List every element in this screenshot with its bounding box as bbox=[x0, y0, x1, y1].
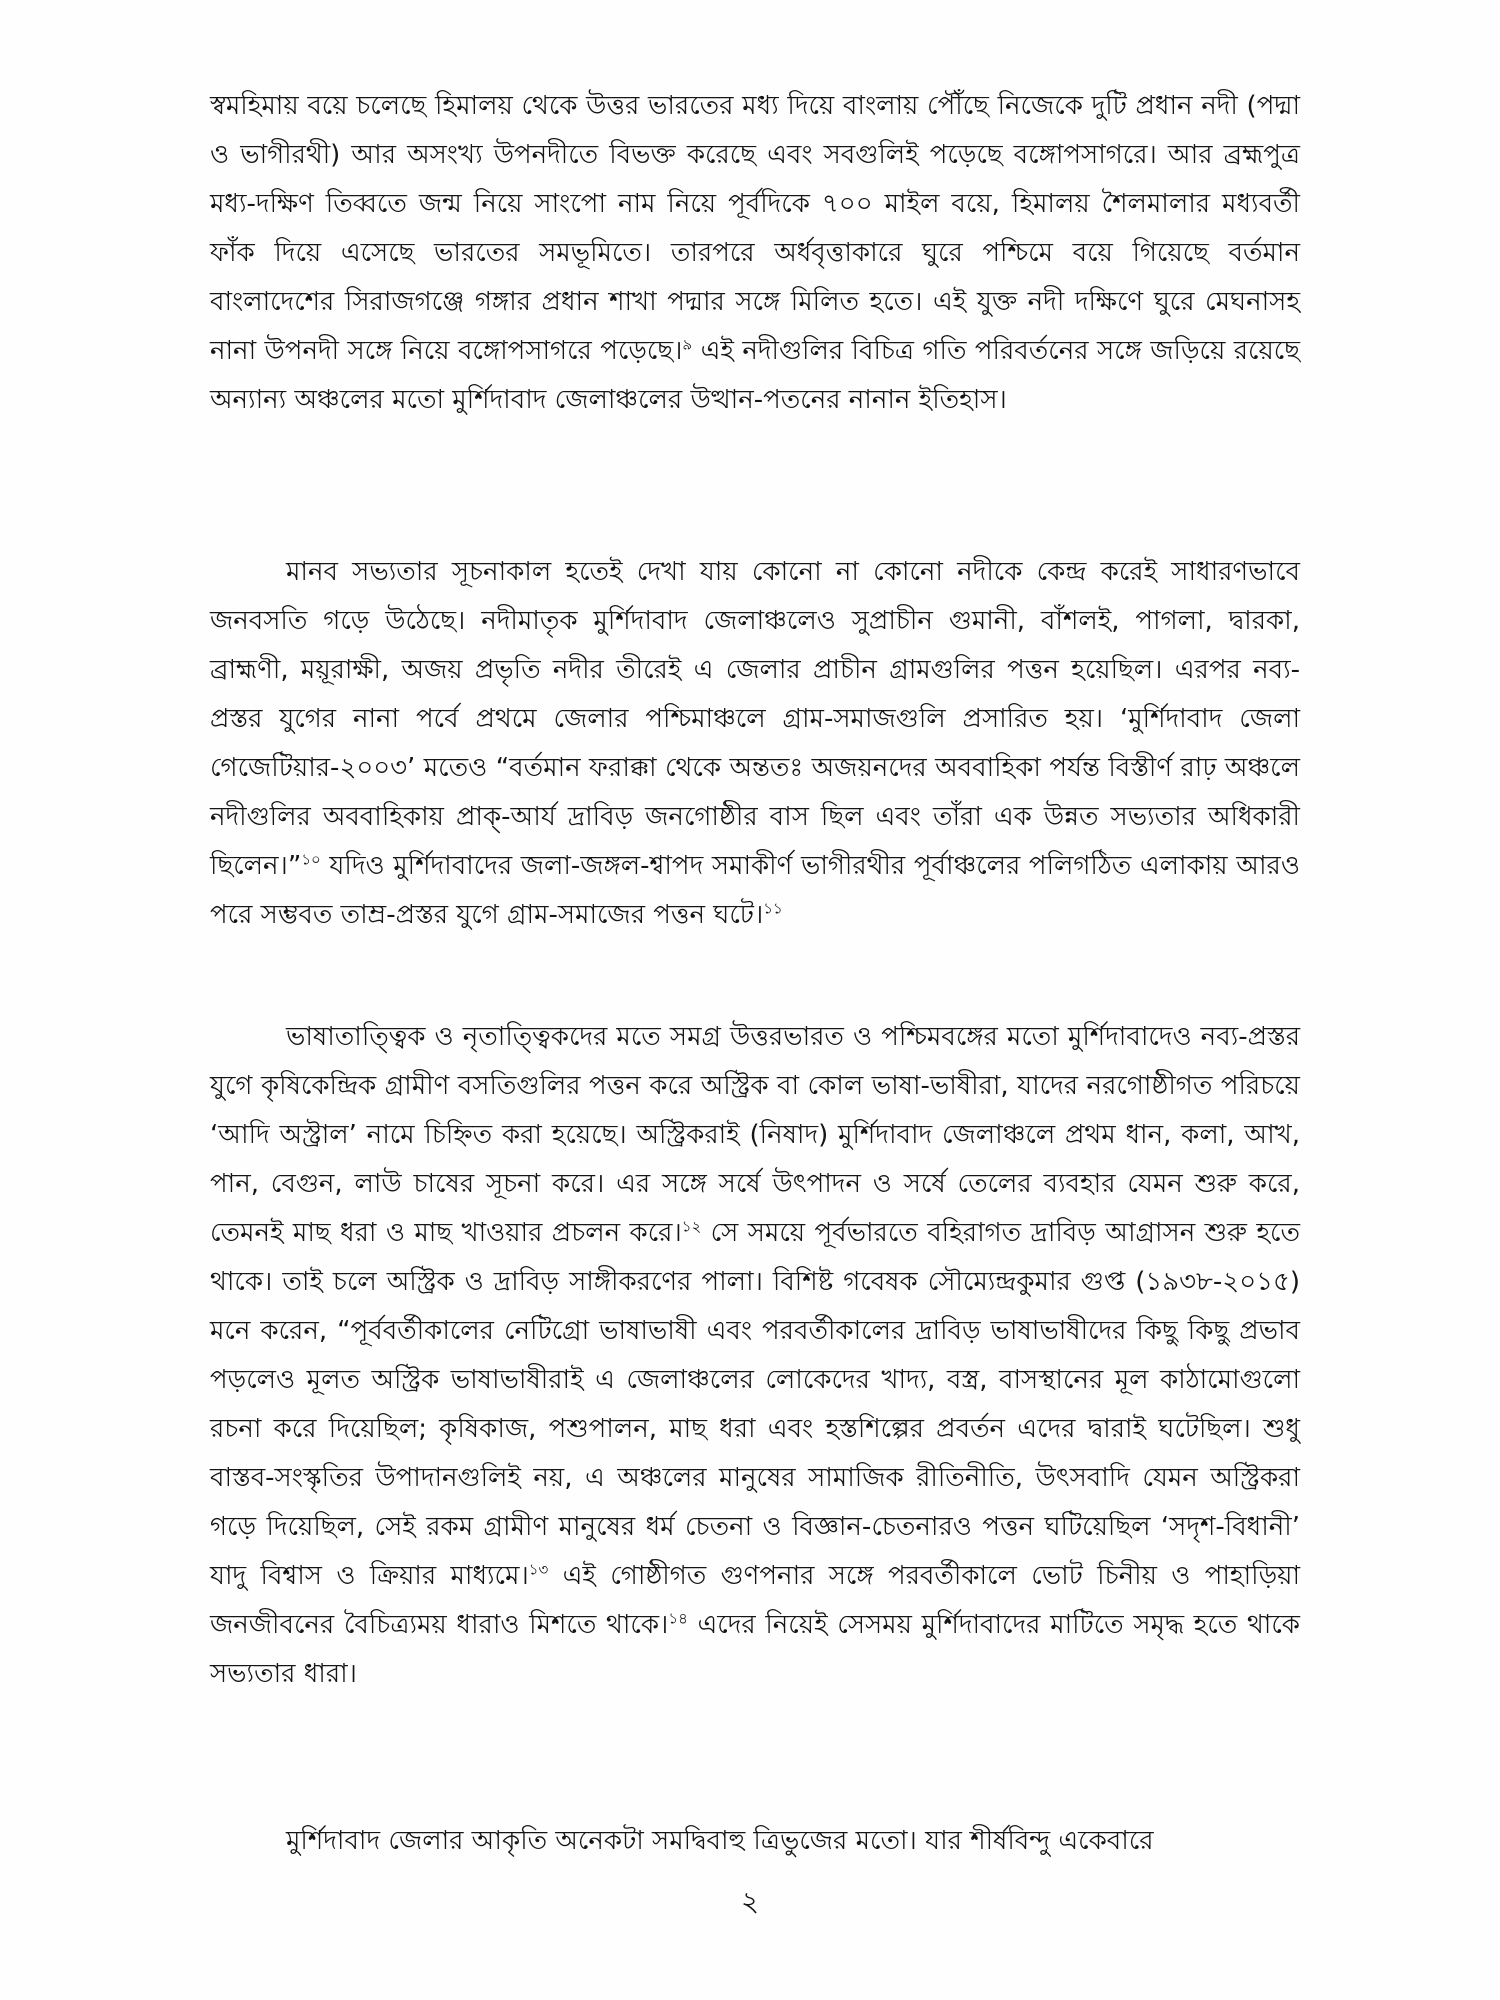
footnote-ref-12: ১২ bbox=[681, 1217, 702, 1236]
paragraph-1-text-after: এই নদীগুলির বিচিত্র গতি পরিবর্তনের সঙ্গে জড়িয়ে রয়েছে অন্যান্য অঞ্চলের মতো মুর্শিদাবাদ জেলাঞ্চলের উত্থান-পতনের নানান ইতিহাস। bbox=[210, 336, 1300, 415]
footnote-ref-9: ৯ bbox=[682, 335, 693, 354]
paragraph-2-text-after: যদিও মুর্শিদাবাদের জলা-জঙ্গল-শ্বাপদ সমাকীর্ণ ভাগীরথীর পূর্বাঞ্চলের পলিগঠিত এলাকায় আরও পরে সম্ভবত তাম্র-প্রস্তর যুগে গ্রাম-সমাজের পত্তন ঘটে। bbox=[210, 851, 1300, 930]
paragraph-2-text: মানব সভ্যতার সূচনাকাল হতেই দেখা যায় কোনো না কোনো নদীকে কেন্দ্র করেই সাধারণভাবে জনবসতি গড়ে উঠেছে। নদীমাতৃক মুর্শিদাবাদ জেলাঞ্চলেও সুপ্রাচীন গুমানী, বাঁশলই, পাগলা, দ্বারকা, ব্রাহ্মণী, ময়ূরাক্ষী, অজয় প্রভৃতি নদীর তীরেই এ জেলার প্রাচীন গ্রামগুলির পত্তন হয়েছিল। এরপর নব্য-প্রস্তর যুগের নানা পর্বে প্রথমে জেলার পশ্চিমাঞ্চলে গ্রাম-সমাজগুলি প্রসারিত হয়। ‘মুর্শিদাবাদ জেলা গেজেটিয়ার-২০০৩’ মতেও “বর্তমান ফরাক্কা থেকে অন্ততঃ অজয়নদের অববাহিকা পর্যন্ত বিস্তীর্ণ রাঢ় অঞ্চলে নদীগুলির অববাহিকায় প্রাক্-আর্য দ্রাবিড় জনগোষ্ঠীর বাস ছিল এবং তাঁরা এক উন্নত সভ্যতার অধিকারী ছিলেন।” bbox=[210, 557, 1300, 881]
footnote-ref-11: ১১ bbox=[763, 899, 783, 918]
paragraph-3-text: ভাষাতাত্ত্বিক ও নৃতাত্ত্বিকদের মতে সমগ্র উত্তরভারত ও পশ্চিমবঙ্গের মতো মুর্শিদাবাদেও নব্য-প্রস্তর যুগে কৃষিকেন্দ্রিক গ্রামীণ বসতিগুলির পত্তন করে অস্ট্রিক বা কোল ভাষা-ভাষীরা, যাদের নরগোষ্ঠীগত পরিচয়ে ‘আদি অস্ট্রাল’ নামে চিহ্নিত করা হয়েছে। অস্ট্রিকরাই (নিষাদ) মুর্শিদাবাদ জেলাঞ্চলে প্রথম ধান, কলা, আখ, পান, বেগুন, লাউ চাষের সূচনা করে। এর সঙ্গে সর্ষে উৎপাদন ও সর্ষে তেলের ব্যবহার যেমন শুরু করে, তেমনই মাছ ধরা ও মাছ খাওয়ার প্রচলন করে। bbox=[210, 1022, 1300, 1248]
paragraph-3-text-after-3: এদের নিয়েই সেসময় মুর্শিদাবাদের মাটিতে সমৃদ্ধ হতে থাকে সভ্যতার ধারা। bbox=[210, 1610, 1300, 1689]
paragraph-3-text-after-2: এই গোষ্ঠীগত গুণপনার সঙ্গে পরবর্তীকালে ভোট চিনীয় ও পাহাড়িয়া জনজীবনের বৈচিত্র্যময় ধারাও মিশতে থাকে। bbox=[210, 1561, 1300, 1640]
paragraph-3 bbox=[210, 1013, 1300, 1699]
paragraph-2 bbox=[210, 548, 1300, 940]
paragraph-4 bbox=[210, 1817, 1300, 1866]
page-number: ২ bbox=[740, 1885, 760, 1918]
paragraph-3-text-after: সে সময়ে পূর্বভারতে বহিরাগত দ্রাবিড় আগ্রাসন শুরু হতে থাকে। তাই চলে অস্ট্রিক ও দ্রাবিড় সাঙ্গীকরণের পালা। বিশিষ্ট গবেষক সৌম্যেন্দ্রকুমার গুপ্ত (১৯৩৮-২০১৫) মনে করেন, “পূর্ববর্তীকালের নেটিগ্রো ভাষাভাষী এবং পরবর্তীকালের দ্রাবিড় ভাষাভাষীদের কিছু কিছু প্রভাব পড়লেও মূলত অস্ট্রিক ভাষাভাষীরাই এ জেলাঞ্চলের লোকেদের খাদ্য, বস্ত্র, বাসস্থানের মূল কাঠামোগুলো রচনা করে দিয়েছিল; কৃষিকাজ, পশুপালন, মাছ ধরা এবং হস্তশিল্পের প্রবর্তন এদের দ্বারাই ঘটেছিল। শুধু বাস্তব-সংস্কৃতির উপাদানগুলিই নয়, এ অঞ্চলের মানুষের সামাজিক রীতিনীতি, উৎসবাদি যেমন অস্ট্রিকরা গড়ে দিয়েছিল, সেই রকম গ্রামীণ মানুষের ধর্ম চেতনা ও বিজ্ঞান-চেতনারও পত্তন ঘটিয়েছিল ‘সদৃশ-বিধানী’ যাদু বিশ্বাস ও ক্রিয়ার মাধ্যমে। bbox=[210, 1218, 1300, 1591]
footnote-ref-14: ১৪ bbox=[668, 1609, 688, 1628]
paragraph-1 bbox=[210, 82, 1300, 425]
footnote-ref-13: ১৩ bbox=[528, 1560, 549, 1579]
paragraph-1-text: স্বমহিমায় বয়ে চলেছে হিমালয় থেকে উত্তর ভারতের মধ্য দিয়ে বাংলায় পৌঁছে নিজেকে দুটি প্রধান নদী (পদ্মা ও ভাগীরথী) আর অসংখ্য উপনদীতে বিভক্ত করেছে এবং সবগুলিই পড়েছে বঙ্গোপসাগরে। আর ব্রহ্মপুত্র মধ্য-দক্ষিণ তিব্বতে জন্ম নিয়ে সাংপো নাম নিয়ে পূর্বদিকে ৭০০ মাইল বয়ে, হিমালয় শৈলমালার মধ্যবর্তী ফাঁক দিয়ে এসেছে ভারতের সমভূমিতে। তারপরে অর্ধবৃত্তাকারে ঘুরে পশ্চিমে বয়ে গিয়েছে বর্তমান বাংলাদেশের সিরাজগঞ্জে গঙ্গার প্রধান শাখা পদ্মার সঙ্গে মিলিত হতে। এই যুক্ত নদী দক্ষিণে ঘুরে মেঘনাসহ নানা উপনদী সঙ্গে নিয়ে বঙ্গোপসাগরে পড়েছে। bbox=[210, 91, 1300, 366]
paragraph-4-text: মুর্শিদাবাদ জেলার আকৃতি অনেকটা সমদ্বিবাহু ত্রিভুজের মতো। যার শীর্ষবিন্দু একেবারে bbox=[286, 1826, 1154, 1856]
footnote-ref-10: ১০ bbox=[301, 850, 321, 869]
